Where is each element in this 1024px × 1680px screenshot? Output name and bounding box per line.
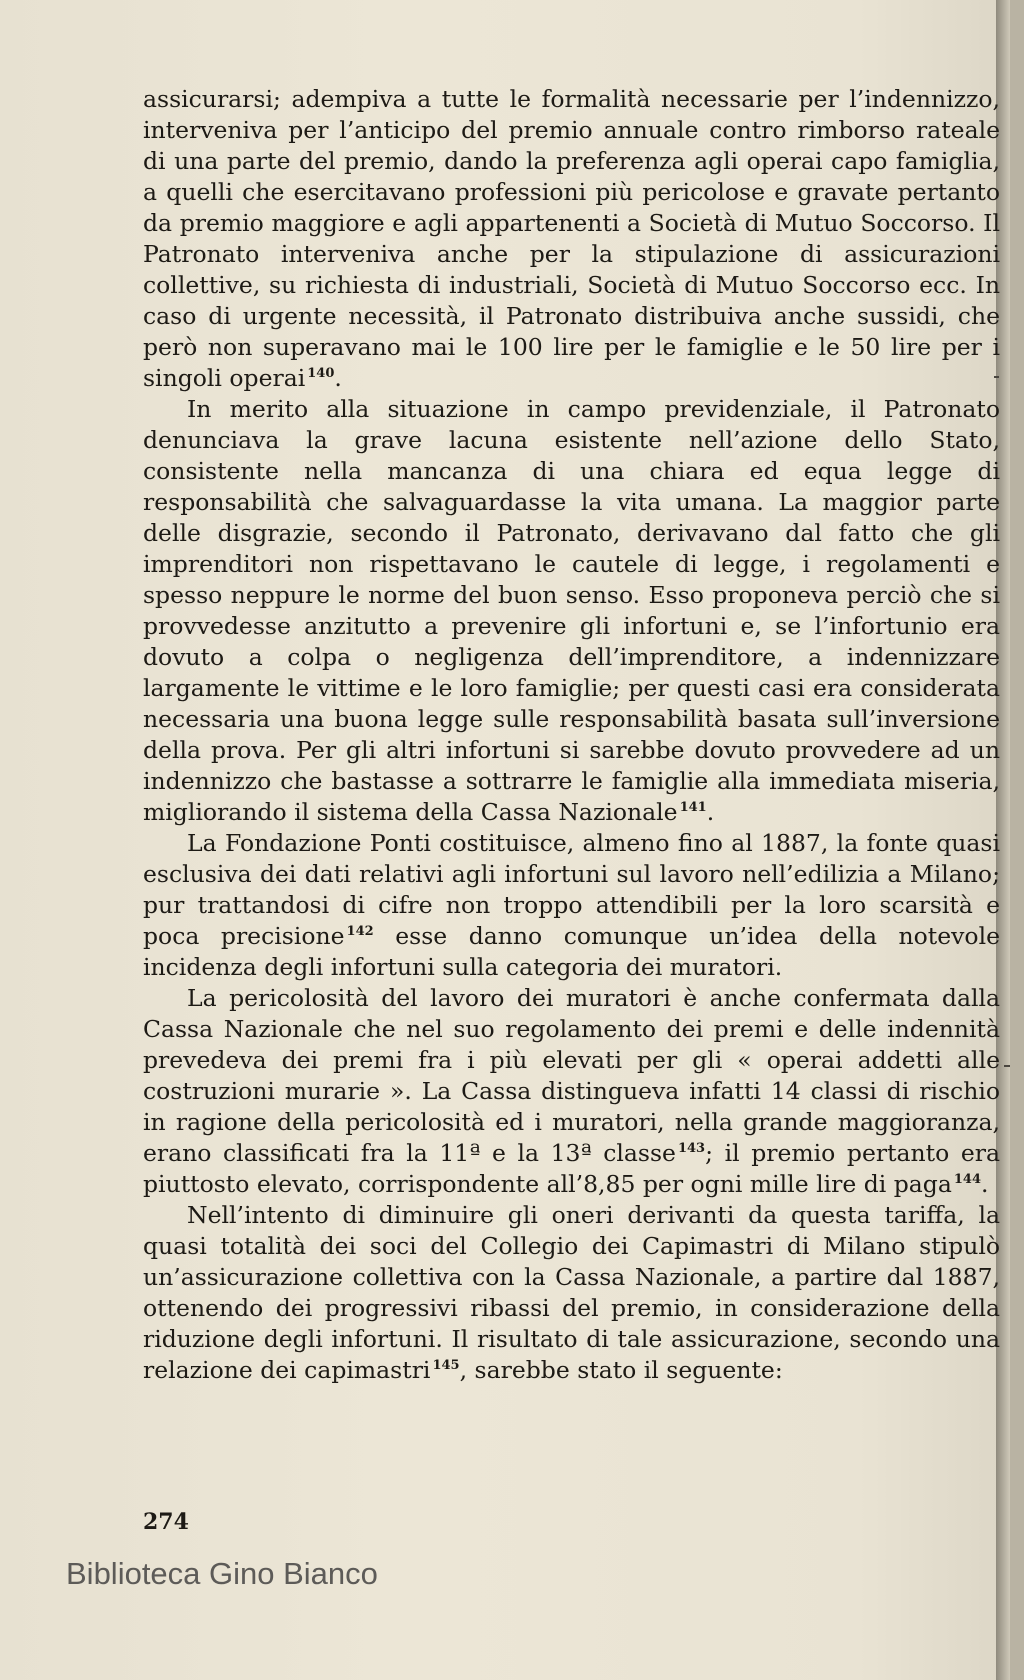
library-watermark: Biblioteca Gino Bianco xyxy=(66,1556,378,1591)
footnote-ref: 143 xyxy=(677,1141,706,1156)
paragraph: Nell’intento di diminuire gli oneri derivanti da questa tariffa, la quasi totalità dei soci del Collegio dei Capimastri di Milano stipulò un’assicurazione collettiva con la Cassa Nazionale, a partire dal 1887, ottenendo dei progressivi ribassi del premio, in considerazione della riduzione degli infortuni. Il risultato di tale assicurazione, secondo una relazione dei capimastri $^{145}$, sarebbe stato il seguente: xyxy=(143,1201,1000,1384)
body-text xyxy=(143,84,1000,1386)
paragraph: In merito alla situazione in campo previdenziale, il Patronato denunciava la grave lacuna esistente nell’azione dello Stato, consistente nella mancanza di una chiara ed equa legge di responsabilità che salvaguardasse la vita umana. La maggior parte delle disgrazie, secondo il Patronato, derivavano dal fatto che gli imprenditori non rispettavano le cautele di legge, i regolamenti e spesso neppure le norme del buon senso. Esso proponeva perciò che si provvedesse anzitutto a prevenire gli infortuni e, se l’infortunio era dovuto a colpa o negligenza dell’imprenditore, a indennizzare largamente le vittime e le loro famiglie; per questi casi era considerata necessaria una buona legge sulle responsabilità basata sull’inversione della prova. Per gli altri infortuni si sarebbe dovuto provvedere ad un indennizzo che bastasse a sottrarre le famiglie alla immediata miseria, migliorando il sistema della Cassa Nazionale $^{141}$. xyxy=(143,395,1000,826)
page-number: 274 xyxy=(143,1509,189,1535)
margin-mark xyxy=(1004,1065,1010,1067)
paragraph: assicurarsi; adempiva a tutte le formalità necessarie per l’indennizzo, interveniva per l’anticipo del premio annuale contro rimborso rateale di una parte del premio, dando la preferenza agli operai capo famiglia, a quelli che esercitavano professioni più pericolose e gravate pertanto da premio maggiore e agli appartenenti a Società di Mutuo Soccorso. Il Patronato interveniva anche per la stipulazione di assicurazioni collettive, su richiesta di industriali, Società di Mutuo Soccorso ecc. In caso di urgente necessità, il Patronato distribuiva anche sussidi, che però non superavano mai le 100 lire per le famiglie e le 50 lire per i singoli operai $^{140}$. xyxy=(143,85,1000,392)
footnote-ref: 141 xyxy=(679,800,707,815)
footnote-ref: 140 xyxy=(307,366,335,381)
margin-mark xyxy=(994,376,999,378)
footnote-ref: 144 xyxy=(953,1172,981,1187)
footnote-ref: 145 xyxy=(432,1358,460,1373)
paragraph: La Fondazione Ponti costituisce, almeno fino al 1887, la fonte quasi esclusiva dei dati relativi agli infortuni sul lavoro nell’edilizia a Milano; pur trattandosi di cifre non troppo attendibili per la loro scarsità e poca precisione $^{142}$ esse danno comunque un’idea della notevole incidenza degli infortuni sulla categoria dei muratori. xyxy=(143,829,1000,981)
footnote-ref: 142 xyxy=(346,924,374,939)
paragraph: La pericolosità del lavoro dei muratori è anche confermata dalla Cassa Nazionale che nel suo regolamento dei premi e delle indennità prevedeva dei premi fra i più elevati per gli « operai addetti alle costruzioni murarie ». La Cassa distingueva infatti 14 classi di rischio in ragione della pericolosità ed i muratori, nella grande maggioranza, erano classificati fra la 11ª e la 13ª classe $^{143}$; il premio pertanto era piuttosto elevato, corrispondente all’8,85 per ogni mille lire di paga $^{144}$. xyxy=(143,984,1001,1198)
